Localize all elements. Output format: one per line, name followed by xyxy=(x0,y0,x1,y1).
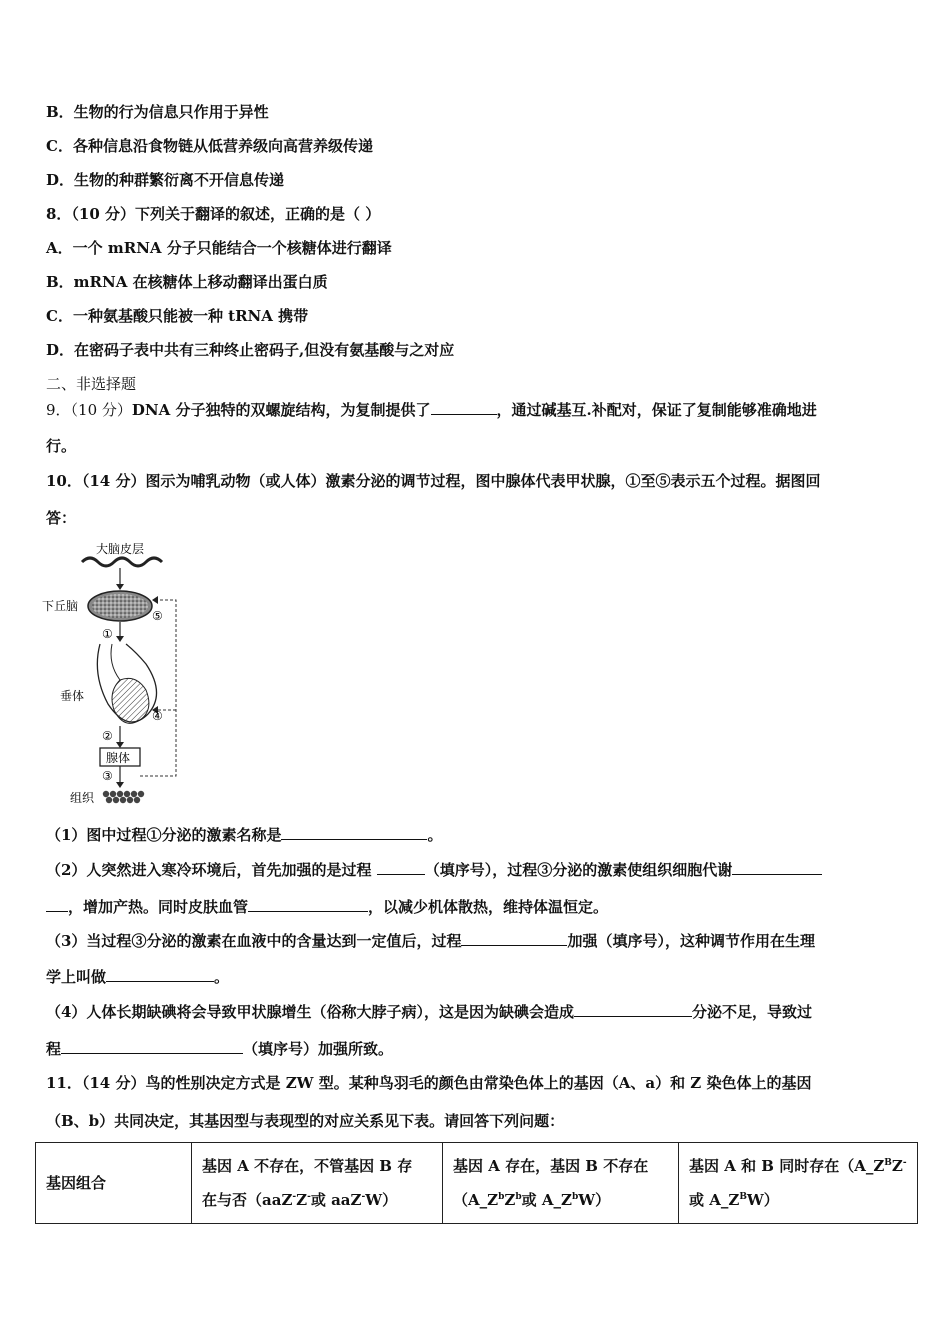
q7-option-d: D．生物的种群繁衍离不开信息传递 xyxy=(46,171,285,189)
col2-l2a: （A_Z xyxy=(453,1191,499,1209)
q10-s3d: 。 xyxy=(214,968,230,986)
q10-s3-blank1[interactable] xyxy=(461,931,567,946)
col3-l1b: Z xyxy=(891,1157,903,1175)
tissue-cells xyxy=(103,791,144,803)
q9-line2: 行。 xyxy=(46,437,77,455)
q8-stem-text: 8．（10 分）下列关于翻译的叙述，正确的是（ ） xyxy=(46,205,381,223)
col1-l2a: 在与否（aaZ xyxy=(202,1191,293,1209)
arrow-head xyxy=(116,584,124,590)
hormone-regulation-diagram xyxy=(40,540,200,810)
q10-sub2-line1 xyxy=(46,860,822,880)
table-header-cell: 基因组合 xyxy=(36,1143,192,1224)
sup-dash: - xyxy=(361,1192,366,1202)
label-process-4: ④ xyxy=(152,709,163,723)
table-cell-col1 xyxy=(192,1143,443,1224)
col1-l2b: Z xyxy=(296,1191,308,1209)
arrow-head xyxy=(116,742,124,748)
col3-l1: 基因 A 和 B 同时存在（A_Z xyxy=(689,1157,885,1175)
sup-dash: - xyxy=(307,1192,311,1202)
q10-line2: 答： xyxy=(46,509,77,527)
label-tissue: 组织 xyxy=(70,791,95,805)
q7-option-c: C．各种信息沿食物链从低营养级向高营养级传递 xyxy=(46,137,373,155)
q10-s2-blank2-cont[interactable] xyxy=(46,897,68,912)
q10-s2-blank2[interactable] xyxy=(732,860,822,875)
arrow-head xyxy=(152,596,158,604)
pituitary-stalk xyxy=(111,644,120,680)
q10-s3-blank2[interactable] xyxy=(106,967,214,982)
q10-s4-blank1[interactable] xyxy=(574,1002,692,1017)
q8-option-c: C．一种氨基酸只能被一种 tRNA 携带 xyxy=(46,307,309,325)
q10-line1: 10．（14 分）图示为哺乳动物（或人体）激素分泌的调节过程，图中腺体代表甲状腺，①至⑤表示五个过程。据图回 xyxy=(46,472,821,490)
hypothalamus-texture xyxy=(92,594,148,618)
label-process-3: ③ xyxy=(102,769,113,783)
diagram-svg xyxy=(40,540,200,810)
q10-sub3-line1 xyxy=(46,931,815,951)
col1-l2c: 或 aaZ xyxy=(310,1191,362,1209)
feedback-dashed-line xyxy=(140,600,176,776)
section-heading: 二、非选择题 xyxy=(46,375,137,393)
q10-s4b: 分泌不足，导致过 xyxy=(691,1003,812,1021)
q10-s3c: 学上叫做 xyxy=(46,968,107,986)
col2-l2c: 或 A_Z xyxy=(521,1191,572,1209)
q10-sub4-line2 xyxy=(46,1039,393,1059)
col2-l2d: W） xyxy=(578,1191,611,1209)
col2-l2b: Z xyxy=(504,1191,516,1209)
q10-s4a: （4）人体长期缺碘将会导致甲状腺增生（俗称大脖子病），这是因为缺碘会造成 xyxy=(46,1003,574,1021)
label-process-5: ⑤ xyxy=(152,609,163,623)
col1-l2d: W） xyxy=(365,1191,398,1209)
sup-B: B xyxy=(884,1158,892,1168)
col1-line1: 基因 A 不存在，不管基因 B 存 xyxy=(202,1157,413,1175)
sup-b: b xyxy=(498,1192,505,1202)
label-pituitary: 垂体 xyxy=(60,689,85,703)
q8-stem xyxy=(46,204,380,224)
col3-l2a: 或 A_Z xyxy=(689,1191,740,1209)
col2-line1: 基因 A 存在，基因 B 不存在 xyxy=(453,1157,649,1175)
q10-sub4-line1 xyxy=(46,1002,812,1022)
q10-s2d: ，以减少机体散热，维持体温恒定。 xyxy=(368,898,609,916)
q10-sub1 xyxy=(46,825,442,845)
q11-line1: 11．（14 分）鸟的性别决定方式是 ZW 型。某种鸟羽毛的颜色由常染色体上的基因（A、a）和 Z 染色体上的基因 xyxy=(46,1074,812,1092)
table-cell-col3 xyxy=(679,1143,918,1224)
q10-s4-blank2[interactable] xyxy=(61,1039,243,1054)
label-process-2: ② xyxy=(102,729,113,743)
q10-s4c: 程 xyxy=(46,1040,62,1058)
table-row xyxy=(36,1143,918,1224)
col3-l2b: W） xyxy=(746,1191,779,1209)
arrow-head xyxy=(116,782,124,788)
q8-option-b: B．mRNA 在核糖体上移动翻译出蛋白质 xyxy=(46,273,328,291)
label-process-1: ① xyxy=(102,627,113,641)
q9-line1 xyxy=(46,400,817,420)
q9-part2: ，通过碱基互.补配对，保证了复制能够准确地进 xyxy=(496,401,817,419)
q10-s3b: 加强（填序号），这种调节作用在生理 xyxy=(567,932,815,950)
q11-line2: （B、b）共同决定，其基因型与表现型的对应关系见下表。请回答下列问题： xyxy=(46,1112,565,1130)
q10-s1a: （1）图中过程①分泌的激素名称是 xyxy=(46,826,282,844)
q10-s2-blank3[interactable] xyxy=(248,897,368,912)
q10-s1-blank[interactable] xyxy=(281,825,427,840)
sup-dash: - xyxy=(902,1158,907,1168)
q10-s1b: 。 xyxy=(427,826,443,844)
cortex-wave xyxy=(82,558,162,566)
sup-b: b xyxy=(515,1192,522,1202)
q10-s4d: （填序号）加强所致。 xyxy=(243,1040,394,1058)
q10-s3a: （3）当过程③分泌的激素在血液中的含量达到一定值后，过程 xyxy=(46,932,462,950)
label-cortex: 大脑皮层 xyxy=(96,542,145,556)
q8-option-d: D．在密码子表中共有三种终止密码子,但没有氨基酸与之对应 xyxy=(46,341,455,359)
sup-dash: - xyxy=(292,1192,297,1202)
q10-s2-blank1[interactable] xyxy=(377,860,425,875)
table-cell-col2 xyxy=(443,1143,679,1224)
q10-s2c: ，增加产热。同时皮肤血管 xyxy=(68,898,249,916)
q8-option-a: A．一个 mRNA 分子只能结合一个核糖体进行翻译 xyxy=(46,239,392,257)
q7-option-b: B．生物的行为信息只作用于异性 xyxy=(46,103,269,121)
label-hypothalamus: 下丘脑 xyxy=(42,599,79,613)
q10-sub3-line2 xyxy=(46,967,229,987)
q9-prefix: 9．（10 分） xyxy=(46,401,132,419)
q10-s2b: （填序号），过程③分泌的激素使组织细胞代谢 xyxy=(424,861,733,879)
sup-b: b xyxy=(571,1192,579,1202)
pituitary-anterior xyxy=(112,678,149,723)
q10-s2a: （2）人突然进入寒冷环境后，首先加强的是过程 xyxy=(46,861,372,879)
genotype-table xyxy=(35,1142,918,1224)
q9-blank[interactable] xyxy=(431,400,497,415)
q9-part1: DNA 分子独特的双螺旋结构，为复制提供了 xyxy=(131,401,431,419)
arrow-head xyxy=(116,636,124,642)
sup-B: B xyxy=(739,1192,747,1202)
q10-sub2-line2 xyxy=(46,897,608,917)
label-gland: 腺体 xyxy=(106,751,131,765)
